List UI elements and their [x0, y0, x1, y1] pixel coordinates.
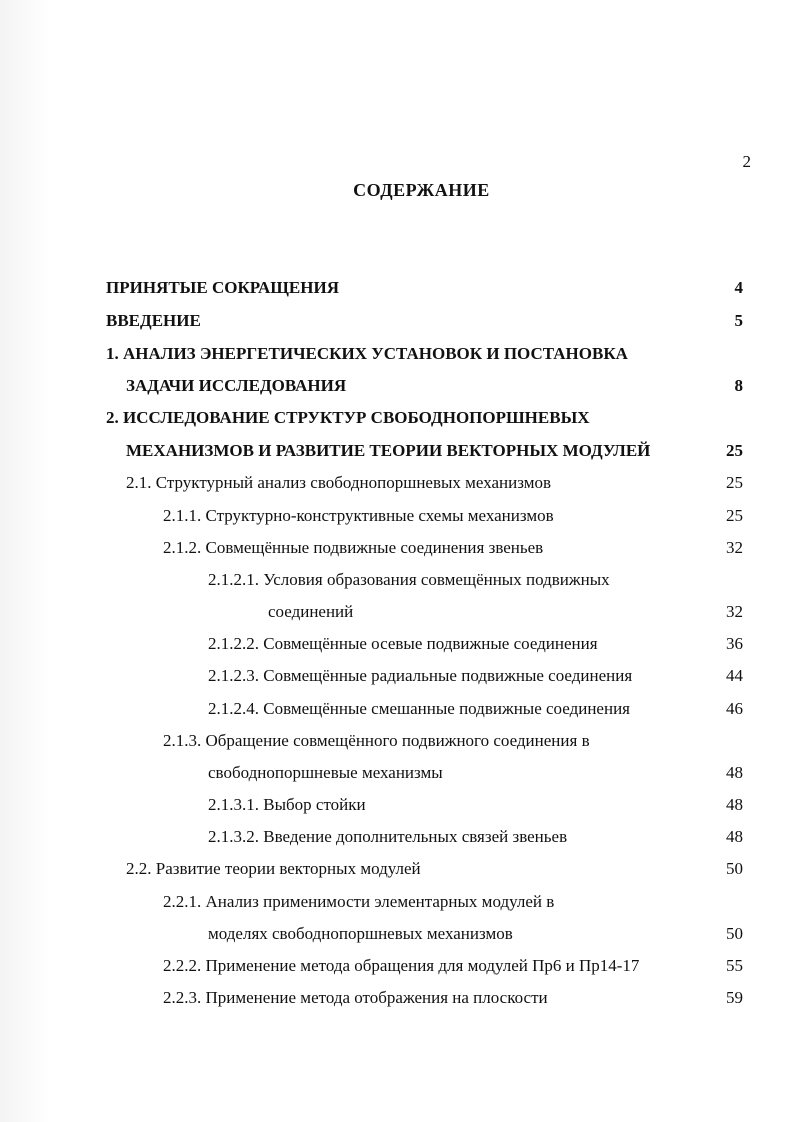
toc-entry-page: 55 [726, 956, 743, 975]
toc-entry-text: 2.1.3.1. Выбор стойки [208, 795, 366, 814]
toc-entry-page: 5 [734, 311, 743, 330]
toc-entry-2-2-1 [0, 889, 793, 915]
toc-entry-text: 2.1.2. Совмещённые подвижные соединения звеньев [163, 538, 544, 557]
toc-entry-text: ЗАДАЧИ ИССЛЕДОВАНИЯ [126, 376, 347, 395]
page-number: 2 [742, 152, 751, 171]
toc-entry-abbreviations [0, 275, 793, 301]
toc-entry-page: 25 [726, 473, 743, 492]
toc-entry-text: 2.2.2. Применение метода обращения для модулей Пр6 и Пр14-17 [163, 956, 640, 975]
toc-entry-text: 2.1. Структурный анализ свободнопоршневых механизмов [126, 473, 552, 492]
toc-entry-page: 59 [726, 988, 743, 1007]
toc-entry-text: 2.2. Развитие теории векторных модулей [126, 859, 421, 878]
toc-entry-text: 2.1.2.4. Совмещённые смешанные подвижные соединения [208, 699, 630, 718]
toc-entry-2-1-3-cont [0, 760, 793, 786]
toc-entry-chapter-2 [0, 405, 793, 431]
toc-entry-text: 2.1.2.2. Совмещённые осевые подвижные соединения [208, 634, 598, 653]
toc-entry-page: 32 [726, 538, 743, 557]
toc-entry-2-2-3 [0, 985, 793, 1011]
toc-entry-text: моделях свободнопоршневых механизмов [208, 924, 513, 943]
toc-entry-text: 1. АНАЛИЗ ЭНЕРГЕТИЧЕСКИХ УСТАНОВОК И ПОСТАНОВКА [106, 344, 628, 363]
toc-entry-text: ВВЕДЕНИЕ [106, 311, 201, 330]
toc-entry-text: 2.2.1. Анализ применимости элементарных модулей в [163, 892, 555, 911]
toc-entry-2-1-2-1-cont [0, 599, 793, 625]
toc-entry-page: 36 [726, 634, 743, 653]
toc-entry-chapter-1 [0, 341, 793, 367]
toc-entry-2-1-3-2 [0, 824, 793, 850]
toc-entry-page: 50 [726, 859, 743, 878]
toc-entry-2-2 [0, 856, 793, 882]
toc-entry-text: 2.2.3. Применение метода отображения на плоскости [163, 988, 548, 1007]
toc-entry-2-2-2 [0, 953, 793, 979]
toc-entry-2-1 [0, 470, 793, 496]
toc-entry-text: свободнопоршневые механизмы [208, 763, 443, 782]
toc-entry-text: ПРИНЯТЫЕ СОКРАЩЕНИЯ [106, 278, 339, 297]
toc-entry-2-1-2-1 [0, 567, 793, 593]
toc-entry-text: 2.1.3.2. Введение дополнительных связей звеньев [208, 827, 568, 846]
toc-entry-2-2-1-cont [0, 921, 793, 947]
toc-entry-page: 25 [726, 441, 743, 460]
toc-entry-2-1-2-4 [0, 696, 793, 722]
toc-entry-text: 2.1.2.3. Совмещённые радиальные подвижные соединения [208, 666, 633, 685]
toc-entry-2-1-3-1 [0, 792, 793, 818]
toc-entry-chapter-2-cont [0, 438, 793, 464]
toc-entry-introduction [0, 308, 793, 334]
toc-entry-page: 4 [734, 278, 743, 297]
toc-entry-2-1-2-3 [0, 663, 793, 689]
toc-entry-text: 2.1.1. Структурно-конструктивные схемы механизмов [163, 506, 554, 525]
toc-entry-page: 44 [726, 666, 743, 685]
toc-entry-text: соединений [268, 602, 354, 621]
toc-entry-page: 8 [734, 376, 743, 395]
page-title: СОДЕРЖАНИЕ [353, 180, 490, 200]
toc-entry-text: 2.1.2.1. Условия образования совмещённых подвижных [208, 570, 610, 589]
toc-entry-page: 48 [726, 827, 743, 846]
toc-entry-page: 46 [726, 699, 743, 718]
toc-entry-text: МЕХАНИЗМОВ И РАЗВИТИЕ ТЕОРИИ ВЕКТОРНЫХ МОДУЛЕЙ [126, 441, 651, 460]
toc-entry-2-1-2-2 [0, 631, 793, 657]
toc-entry-chapter-1-cont [0, 373, 793, 399]
toc-entry-page: 25 [726, 506, 743, 525]
toc-entry-text: 2.1.3. Обращение совмещённого подвижного соединения в [163, 731, 590, 750]
toc-entry-page: 50 [726, 924, 743, 943]
toc-entry-page: 48 [726, 795, 743, 814]
toc-entry-text: 2. ИССЛЕДОВАНИЕ СТРУКТУР СВОБОДНОПОРШНЕВЫХ [106, 408, 590, 427]
toc-entry-2-1-1 [0, 503, 793, 529]
toc-entry-page: 48 [726, 763, 743, 782]
toc-entry-page: 32 [726, 602, 743, 621]
toc-entry-2-1-3 [0, 728, 793, 754]
toc-entry-2-1-2 [0, 535, 793, 561]
